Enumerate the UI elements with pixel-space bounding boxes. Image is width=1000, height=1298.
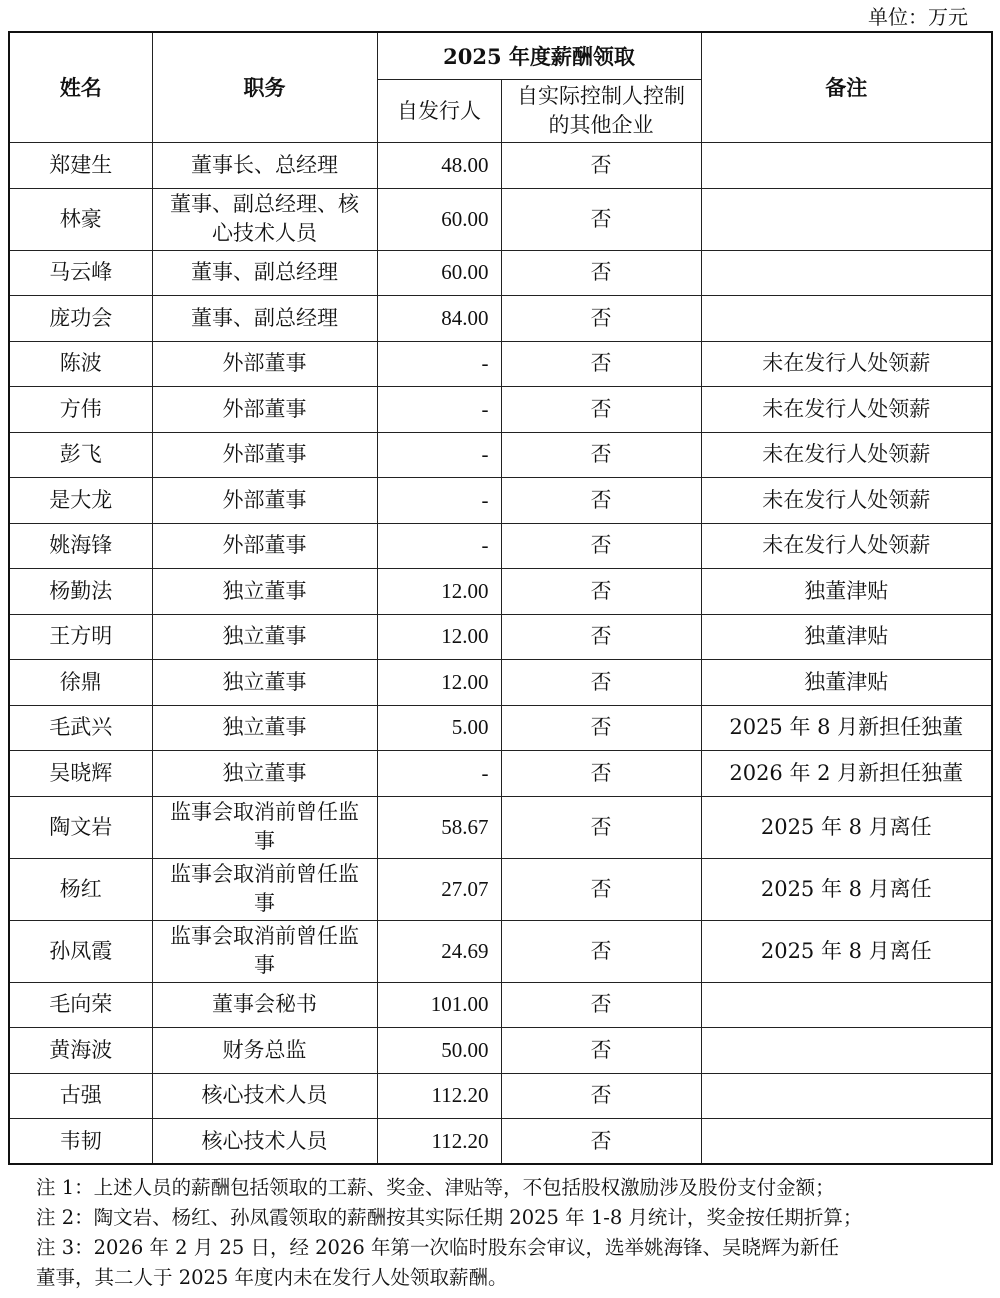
cell-salary: 27.07 bbox=[377, 858, 501, 920]
salary-table bbox=[8, 31, 993, 1165]
cell-remark: 2025 年 8 月离任 bbox=[701, 920, 992, 982]
cell-position: 外部董事 bbox=[152, 341, 377, 387]
table-row bbox=[9, 796, 992, 858]
cell-remark: 2025 年 8 月新担任独董 bbox=[701, 705, 992, 751]
cell-position: 独立董事 bbox=[152, 569, 377, 615]
table-row bbox=[9, 188, 992, 250]
table-row bbox=[9, 296, 992, 342]
note-1: 注 1：上述人员的薪酬包括领取的工薪、奖金、津贴等，不包括股权激励涉及股份支付金额； bbox=[36, 1176, 835, 1199]
cell-remark: 未在发行人处领薪 bbox=[701, 387, 992, 433]
cell-remark bbox=[701, 982, 992, 1028]
cell-remark: 2025 年 8 月离任 bbox=[701, 858, 992, 920]
cell-salary: 84.00 bbox=[377, 296, 501, 342]
cell-position: 独立董事 bbox=[152, 660, 377, 706]
cell-name: 彭飞 bbox=[9, 432, 152, 478]
table-row bbox=[9, 705, 992, 751]
cell-salary: 5.00 bbox=[377, 705, 501, 751]
cell-position: 外部董事 bbox=[152, 387, 377, 433]
cell-name: 杨红 bbox=[9, 858, 152, 920]
cell-name: 吴晓辉 bbox=[9, 751, 152, 797]
cell-remark bbox=[701, 1073, 992, 1119]
table-row bbox=[9, 569, 992, 615]
table-row bbox=[9, 614, 992, 660]
cell-remark bbox=[701, 1028, 992, 1074]
cell-remark bbox=[701, 143, 992, 189]
cell-other-company: 否 bbox=[501, 250, 701, 296]
cell-remark bbox=[701, 1119, 992, 1165]
cell-position: 董事、副总经理 bbox=[152, 296, 377, 342]
header-salary-group: 2025 年度薪酬领取 bbox=[377, 32, 701, 80]
note-3: 注 3：2026 年 2 月 25 日，经 2026 年第一次临时股东会审议，选举姚海锋、吴晓辉为新任 bbox=[36, 1236, 839, 1259]
cell-position: 监事会取消前曾任监事 bbox=[152, 858, 377, 920]
cell-other-company: 否 bbox=[501, 705, 701, 751]
cell-position: 独立董事 bbox=[152, 751, 377, 797]
cell-name: 姚海锋 bbox=[9, 523, 152, 569]
cell-remark: 2025 年 8 月离任 bbox=[701, 796, 992, 858]
cell-other-company: 否 bbox=[501, 1119, 701, 1165]
cell-name: 郑建生 bbox=[9, 143, 152, 189]
cell-position: 监事会取消前曾任监事 bbox=[152, 796, 377, 858]
cell-position: 核心技术人员 bbox=[152, 1119, 377, 1165]
cell-salary: 60.00 bbox=[377, 250, 501, 296]
cell-other-company: 否 bbox=[501, 523, 701, 569]
cell-salary: - bbox=[377, 523, 501, 569]
cell-name: 古强 bbox=[9, 1073, 152, 1119]
cell-name: 庞功会 bbox=[9, 296, 152, 342]
table-row bbox=[9, 858, 992, 920]
cell-name: 黄海波 bbox=[9, 1028, 152, 1074]
cell-salary: 12.00 bbox=[377, 614, 501, 660]
cell-name: 毛向荣 bbox=[9, 982, 152, 1028]
cell-remark: 2026 年 2 月新担任独董 bbox=[701, 751, 992, 797]
cell-salary: 101.00 bbox=[377, 982, 501, 1028]
cell-salary: 112.20 bbox=[377, 1073, 501, 1119]
cell-other-company: 否 bbox=[501, 858, 701, 920]
cell-salary: - bbox=[377, 432, 501, 478]
header-remark: 备注 bbox=[701, 32, 992, 143]
cell-remark: 未在发行人处领薪 bbox=[701, 523, 992, 569]
table-row bbox=[9, 1028, 992, 1074]
cell-other-company: 否 bbox=[501, 143, 701, 189]
table-row bbox=[9, 982, 992, 1028]
table-row bbox=[9, 1073, 992, 1119]
table-row bbox=[9, 1119, 992, 1165]
header-from-other: 自实际控制人控制的其他企业 bbox=[501, 80, 701, 143]
cell-other-company: 否 bbox=[501, 751, 701, 797]
cell-other-company: 否 bbox=[501, 614, 701, 660]
cell-position: 外部董事 bbox=[152, 523, 377, 569]
table-row bbox=[9, 478, 992, 524]
table-row bbox=[9, 143, 992, 189]
cell-other-company: 否 bbox=[501, 569, 701, 615]
cell-position: 董事、副总经理、核心技术人员 bbox=[152, 188, 377, 250]
cell-name: 徐鼎 bbox=[9, 660, 152, 706]
cell-name: 林豪 bbox=[9, 188, 152, 250]
cell-other-company: 否 bbox=[501, 660, 701, 706]
cell-other-company: 否 bbox=[501, 478, 701, 524]
note-3-continued: 董事，其二人于 2025 年度内未在发行人处领取薪酬。 bbox=[36, 1266, 508, 1289]
table-row bbox=[9, 341, 992, 387]
cell-name: 方伟 bbox=[9, 387, 152, 433]
cell-other-company: 否 bbox=[501, 982, 701, 1028]
cell-salary: 12.00 bbox=[377, 660, 501, 706]
cell-remark: 未在发行人处领薪 bbox=[701, 478, 992, 524]
cell-name: 王方明 bbox=[9, 614, 152, 660]
cell-other-company: 否 bbox=[501, 387, 701, 433]
cell-remark: 未在发行人处领薪 bbox=[701, 341, 992, 387]
cell-salary: - bbox=[377, 478, 501, 524]
cell-position: 独立董事 bbox=[152, 614, 377, 660]
cell-salary: 60.00 bbox=[377, 188, 501, 250]
cell-position: 董事、副总经理 bbox=[152, 250, 377, 296]
header-from-issuer: 自发行人 bbox=[377, 80, 501, 143]
cell-salary: 12.00 bbox=[377, 569, 501, 615]
cell-name: 陈波 bbox=[9, 341, 152, 387]
cell-other-company: 否 bbox=[501, 1028, 701, 1074]
cell-name: 是大龙 bbox=[9, 478, 152, 524]
cell-remark: 未在发行人处领薪 bbox=[701, 432, 992, 478]
cell-name: 毛武兴 bbox=[9, 705, 152, 751]
cell-position: 财务总监 bbox=[152, 1028, 377, 1074]
table-row bbox=[9, 751, 992, 797]
cell-position: 监事会取消前曾任监事 bbox=[152, 920, 377, 982]
cell-salary: 24.69 bbox=[377, 920, 501, 982]
cell-name: 杨勤法 bbox=[9, 569, 152, 615]
header-position: 职务 bbox=[152, 32, 377, 143]
cell-salary: 112.20 bbox=[377, 1119, 501, 1165]
header-name: 姓名 bbox=[9, 32, 152, 143]
cell-salary: 58.67 bbox=[377, 796, 501, 858]
cell-name: 马云峰 bbox=[9, 250, 152, 296]
cell-other-company: 否 bbox=[501, 341, 701, 387]
table-row bbox=[9, 523, 992, 569]
note-2: 注 2：陶文岩、杨红、孙凤霞领取的薪酬按其实际任期 2025 年 1-8 月统计，奖金按任期折算； bbox=[36, 1206, 863, 1229]
cell-other-company: 否 bbox=[501, 796, 701, 858]
cell-salary: - bbox=[377, 341, 501, 387]
cell-salary: - bbox=[377, 387, 501, 433]
cell-other-company: 否 bbox=[501, 188, 701, 250]
cell-salary: 50.00 bbox=[377, 1028, 501, 1074]
cell-remark: 独董津贴 bbox=[701, 614, 992, 660]
cell-salary: 48.00 bbox=[377, 143, 501, 189]
cell-position: 核心技术人员 bbox=[152, 1073, 377, 1119]
table-body bbox=[9, 143, 992, 1165]
table-row bbox=[9, 920, 992, 982]
cell-other-company: 否 bbox=[501, 920, 701, 982]
notes-section bbox=[36, 1173, 976, 1293]
salary-table-container bbox=[8, 31, 991, 1165]
cell-position: 独立董事 bbox=[152, 705, 377, 751]
table-row bbox=[9, 432, 992, 478]
table-row bbox=[9, 250, 992, 296]
table-row bbox=[9, 660, 992, 706]
cell-salary: - bbox=[377, 751, 501, 797]
cell-remark bbox=[701, 250, 992, 296]
cell-name: 孙凤霞 bbox=[9, 920, 152, 982]
cell-position: 外部董事 bbox=[152, 432, 377, 478]
cell-position: 外部董事 bbox=[152, 478, 377, 524]
cell-remark: 独董津贴 bbox=[701, 660, 992, 706]
cell-name: 韦韧 bbox=[9, 1119, 152, 1165]
cell-position: 董事长、总经理 bbox=[152, 143, 377, 189]
cell-remark bbox=[701, 188, 992, 250]
cell-position: 董事会秘书 bbox=[152, 982, 377, 1028]
cell-remark bbox=[701, 296, 992, 342]
cell-name: 陶文岩 bbox=[9, 796, 152, 858]
table-row bbox=[9, 387, 992, 433]
cell-remark: 独董津贴 bbox=[701, 569, 992, 615]
cell-other-company: 否 bbox=[501, 432, 701, 478]
cell-other-company: 否 bbox=[501, 1073, 701, 1119]
unit-label: 单位：万元 bbox=[868, 5, 968, 29]
cell-other-company: 否 bbox=[501, 296, 701, 342]
